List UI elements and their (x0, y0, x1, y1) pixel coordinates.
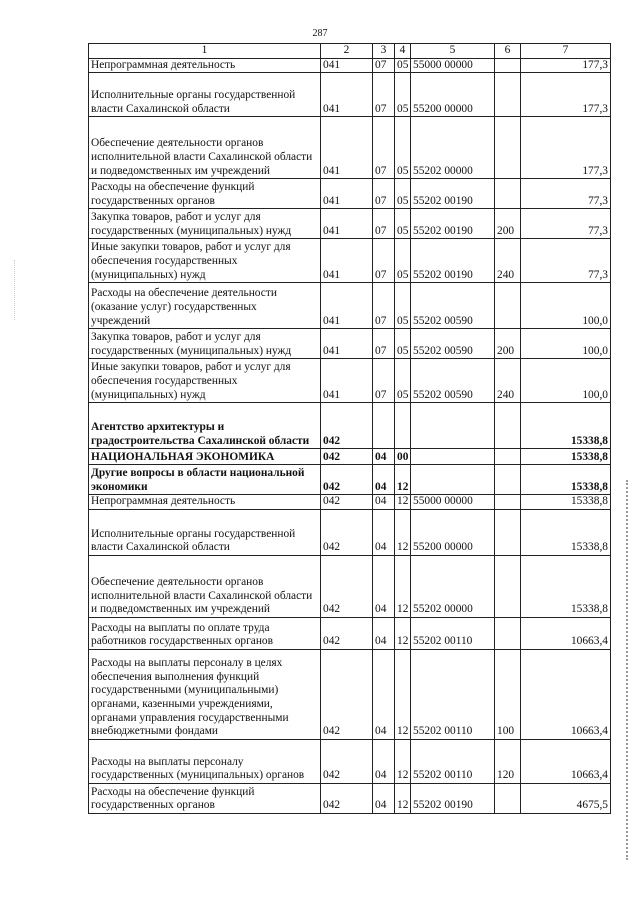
row-expense-type (495, 465, 521, 495)
row-expense-type (495, 73, 521, 117)
row-sum: 15338,8 (521, 403, 611, 449)
row-target-article: 55202 00590 (411, 329, 495, 359)
row-subsection (395, 403, 411, 449)
row-target-article: 55200 00000 (411, 509, 495, 555)
table-row (89, 73, 611, 117)
header-col-3: 3 (373, 44, 395, 59)
row-section: 07 (373, 329, 395, 359)
row-subsection: 05 (395, 283, 411, 329)
table-row (89, 617, 611, 649)
row-section: 04 (373, 449, 395, 465)
row-sum: 10663,4 (521, 649, 611, 739)
row-section: 04 (373, 555, 395, 617)
table-row (89, 359, 611, 403)
row-target-article: 55202 00000 (411, 555, 495, 617)
row-name: Обеспечение деятельности органов исполнительной власти Сахалинской области и подведомственных им учреждений (89, 117, 321, 179)
row-section: 07 (373, 58, 395, 73)
scan-edge-artifact (626, 480, 631, 860)
row-grbs: 041 (321, 117, 373, 179)
table-row (89, 449, 611, 465)
row-expense-type (495, 617, 521, 649)
row-target-article: 55202 00190 (411, 783, 495, 813)
row-section: 07 (373, 359, 395, 403)
row-sum: 177,3 (521, 58, 611, 73)
row-section (373, 403, 395, 449)
header-row (89, 44, 611, 59)
table-body (89, 58, 611, 813)
row-grbs: 041 (321, 329, 373, 359)
table-row (89, 783, 611, 813)
row-target-article: 55202 00110 (411, 617, 495, 649)
table-row (89, 649, 611, 739)
row-subsection: 12 (395, 465, 411, 495)
row-grbs: 042 (321, 449, 373, 465)
table-row (89, 739, 611, 783)
row-subsection: 12 (395, 739, 411, 783)
row-grbs: 042 (321, 649, 373, 739)
row-target-article (411, 465, 495, 495)
row-sum: 15338,8 (521, 449, 611, 465)
header-col-1: 1 (89, 44, 321, 59)
table-row (89, 179, 611, 209)
row-grbs: 041 (321, 179, 373, 209)
row-subsection: 12 (395, 783, 411, 813)
row-sum: 100,0 (521, 283, 611, 329)
row-expense-type: 200 (495, 209, 521, 239)
row-name: Расходы на обеспечение функций государственных органов (89, 179, 321, 209)
row-grbs: 042 (321, 783, 373, 813)
row-subsection: 05 (395, 239, 411, 283)
header-col-6: 6 (495, 44, 521, 59)
row-subsection: 05 (395, 73, 411, 117)
row-expense-type (495, 449, 521, 465)
row-expense-type: 200 (495, 329, 521, 359)
row-grbs: 041 (321, 239, 373, 283)
row-grbs: 042 (321, 555, 373, 617)
table-row (89, 465, 611, 495)
row-name: Иные закупки товаров, работ и услуг для обеспечения государственных (муниципальных) нужд (89, 359, 321, 403)
row-name: Расходы на выплаты персоналу в целях обеспечения выполнения функций государственными (муниципальными) органами, казенными учреждениями, органами управления государственными внебюджетными фондами (89, 649, 321, 739)
row-name: Закупка товаров, работ и услуг для государственных (муниципальных) нужд (89, 329, 321, 359)
row-name: Расходы на обеспечение деятельности (оказание услуг) государственных учреждений (89, 283, 321, 329)
row-grbs: 042 (321, 509, 373, 555)
row-sum: 15338,8 (521, 465, 611, 495)
row-sum: 10663,4 (521, 739, 611, 783)
row-subsection: 12 (395, 495, 411, 510)
table-row (89, 555, 611, 617)
row-target-article: 55202 00000 (411, 117, 495, 179)
row-name: НАЦИОНАЛЬНАЯ ЭКОНОМИКА (89, 449, 321, 465)
table-row (89, 495, 611, 510)
row-expense-type (495, 58, 521, 73)
row-subsection: 12 (395, 617, 411, 649)
row-grbs: 042 (321, 617, 373, 649)
header-col-7: 7 (521, 44, 611, 59)
row-subsection: 12 (395, 649, 411, 739)
row-section: 04 (373, 783, 395, 813)
row-target-article: 55202 00110 (411, 649, 495, 739)
row-grbs: 041 (321, 209, 373, 239)
row-sum: 177,3 (521, 73, 611, 117)
row-name: Непрограммная деятельность (89, 495, 321, 510)
row-subsection: 05 (395, 359, 411, 403)
row-grbs: 041 (321, 73, 373, 117)
row-expense-type (495, 403, 521, 449)
row-section: 07 (373, 283, 395, 329)
row-subsection: 12 (395, 555, 411, 617)
row-expense-type (495, 783, 521, 813)
row-section: 04 (373, 649, 395, 739)
row-expense-type: 240 (495, 239, 521, 283)
row-name: Закупка товаров, работ и услуг для государственных (муниципальных) нужд (89, 209, 321, 239)
row-sum: 77,3 (521, 179, 611, 209)
row-section: 04 (373, 465, 395, 495)
row-sum: 15338,8 (521, 509, 611, 555)
row-expense-type (495, 509, 521, 555)
row-name: Расходы на выплаты по оплате труда работников государственных органов (89, 617, 321, 649)
row-name: Расходы на выплаты персоналу государственных (муниципальных) органов (89, 739, 321, 783)
row-sum: 10663,4 (521, 617, 611, 649)
row-subsection: 05 (395, 58, 411, 73)
row-sum: 77,3 (521, 209, 611, 239)
row-target-article: 55202 00590 (411, 283, 495, 329)
row-target-article: 55202 00190 (411, 209, 495, 239)
row-section: 07 (373, 179, 395, 209)
row-target-article: 55000 00000 (411, 58, 495, 73)
row-expense-type: 120 (495, 739, 521, 783)
header-col-4: 4 (395, 44, 411, 59)
row-name: Иные закупки товаров, работ и услуг для обеспечения государственных (муниципальных) нужд (89, 239, 321, 283)
row-expense-type (495, 179, 521, 209)
row-section: 04 (373, 495, 395, 510)
row-name: Обеспечение деятельности органов исполнительной власти Сахалинской области и подведомственных им учреждений (89, 555, 321, 617)
row-section: 04 (373, 739, 395, 783)
row-subsection: 05 (395, 329, 411, 359)
row-subsection: 00 (395, 449, 411, 465)
row-target-article: 55202 00590 (411, 359, 495, 403)
table-row (89, 509, 611, 555)
row-subsection: 05 (395, 179, 411, 209)
row-expense-type: 100 (495, 649, 521, 739)
row-target-article (411, 403, 495, 449)
row-sum: 100,0 (521, 359, 611, 403)
budget-table (88, 43, 611, 814)
header-col-5: 5 (411, 44, 495, 59)
row-name: Расходы на обеспечение функций государственных органов (89, 783, 321, 813)
row-target-article: 55202 00190 (411, 179, 495, 209)
row-grbs: 041 (321, 58, 373, 73)
row-grbs: 042 (321, 739, 373, 783)
row-expense-type (495, 283, 521, 329)
row-sum: 100,0 (521, 329, 611, 359)
table-row (89, 239, 611, 283)
row-subsection: 05 (395, 209, 411, 239)
scan-margin-artifact (14, 260, 35, 320)
row-target-article: 55202 00190 (411, 239, 495, 283)
table-row (89, 209, 611, 239)
row-section: 07 (373, 117, 395, 179)
row-expense-type (495, 495, 521, 510)
row-sum: 15338,8 (521, 495, 611, 510)
row-sum: 15338,8 (521, 555, 611, 617)
row-section: 04 (373, 509, 395, 555)
table-row (89, 403, 611, 449)
row-name: Агентство архитектуры и градостроительства Сахалинской области (89, 403, 321, 449)
row-section: 07 (373, 239, 395, 283)
row-grbs: 042 (321, 403, 373, 449)
table-row (89, 117, 611, 179)
row-expense-type (495, 555, 521, 617)
row-expense-type (495, 117, 521, 179)
row-section: 07 (373, 209, 395, 239)
row-subsection: 05 (395, 117, 411, 179)
row-sum: 177,3 (521, 117, 611, 179)
row-expense-type: 240 (495, 359, 521, 403)
row-section: 07 (373, 73, 395, 117)
header-col-2: 2 (321, 44, 373, 59)
table-row (89, 283, 611, 329)
row-name: Другие вопросы в области национальной экономики (89, 465, 321, 495)
row-sum: 4675,5 (521, 783, 611, 813)
row-sum: 77,3 (521, 239, 611, 283)
row-grbs: 041 (321, 283, 373, 329)
table-row (89, 329, 611, 359)
row-target-article: 55200 00000 (411, 73, 495, 117)
table-row (89, 58, 611, 73)
row-subsection: 12 (395, 509, 411, 555)
row-grbs: 042 (321, 495, 373, 510)
row-grbs: 041 (321, 359, 373, 403)
row-name: Исполнительные органы государственной власти Сахалинской области (89, 73, 321, 117)
page-number: 287 (312, 28, 328, 39)
row-name: Исполнительные органы государственной власти Сахалинской области (89, 509, 321, 555)
row-grbs: 042 (321, 465, 373, 495)
row-target-article: 55000 00000 (411, 495, 495, 510)
row-section: 04 (373, 617, 395, 649)
row-target-article (411, 449, 495, 465)
row-name: Непрограммная деятельность (89, 58, 321, 73)
row-target-article: 55202 00110 (411, 739, 495, 783)
